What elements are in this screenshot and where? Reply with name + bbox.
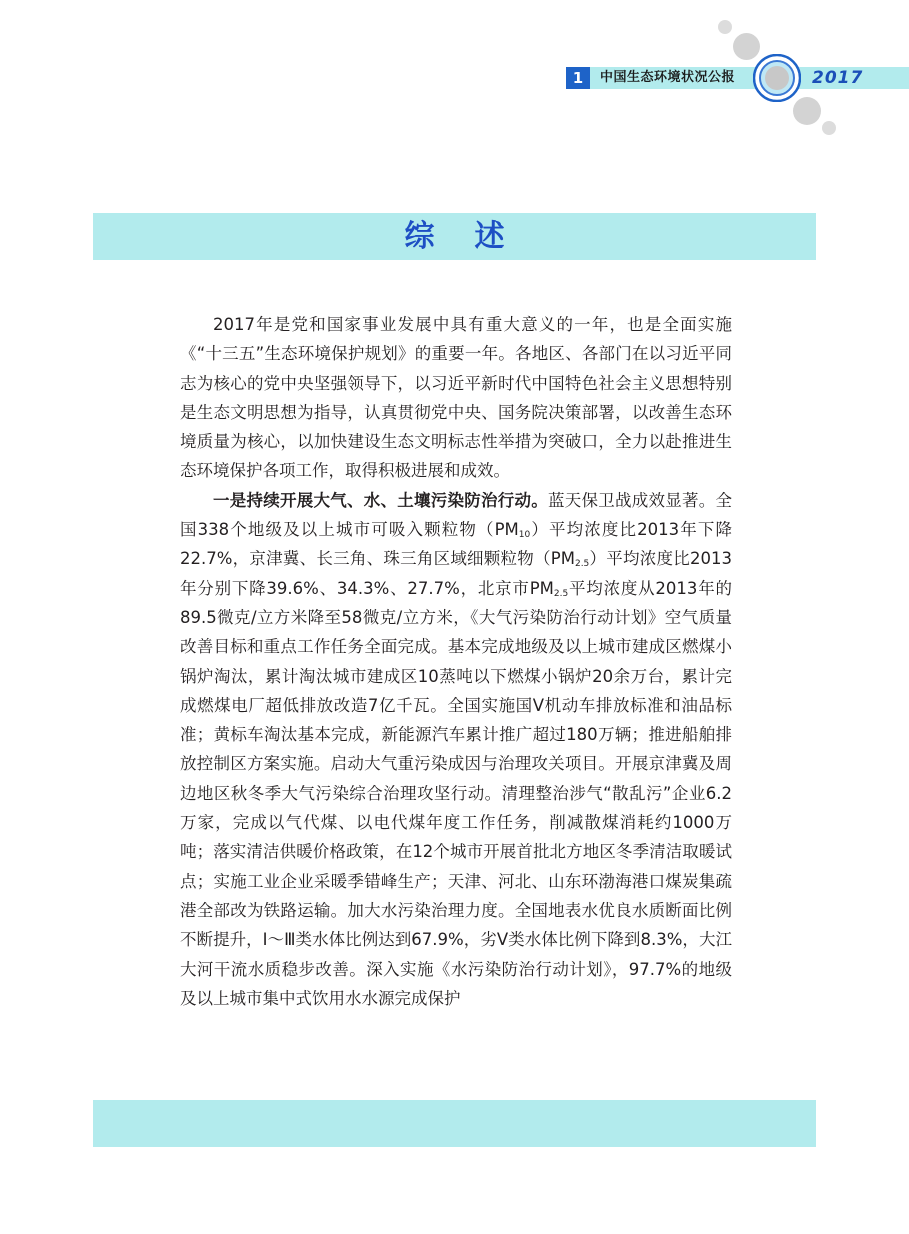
subscript: 2.5 <box>553 588 569 599</box>
paragraph-intro: 2017年是党和国家事业发展中具有重大意义的一年，也是全面实施《“十三五”生态环境保护规划》的重要一年。各地区、各部门在以习近平同志为核心的党中央坚强领导下，以习近平新时代中国特色社会主义思想特别是生态文明思想为指导，认真贯彻党中央、国务院决策部署，以改善生态环境质量为核心，以加快建设生态文明标志性举措为突破口，全力以赴推进生态环境保护各项工作，取得积极进展和成效。 <box>180 315 732 481</box>
footer-band <box>93 1100 816 1147</box>
publication-title: 中国生态环境状况公报 <box>600 70 736 85</box>
paragraph-pollution-control <box>180 486 732 1013</box>
decor-dot-icon <box>718 20 732 34</box>
body-text <box>180 310 732 1013</box>
paragraph-lead: 一是持续开展大气、水、土壤污染防治行动。 <box>213 490 548 510</box>
section-title-band <box>93 213 816 260</box>
paragraph-text: 平均浓度从2013年的89.5微克/立方米降至58微克/立方米，《大气污染防治行动计划》空气质量改善目标和重点工作任务全面完成。基本完成地级及以上城市建成区燃煤小锅炉淘汰，累计淘汰城市建成区10蒸吨以下燃煤小锅炉20余万台，累计完成燃煤电厂超低排放改造7亿千瓦。全国实施国Ⅴ机动车排放标准和油品标准；黄标车淘汰基本完成，新能源汽车累计推广超过180万辆；推进船舶排放控制区方案实施。启动大气重污染成因与治理攻关项目。开展京津冀及周边地区秋冬季大气污染综合治理攻坚行动。清理整治涉气“散乱污”企业6.2万家，完成以气代煤、以电代煤年度工作任务，削减散煤消耗约1000万吨；落实清洁供暖价格政策，在12个城市开展首批北方地区冬季清洁取暖试点；实施工业企业采暖季错峰生产；天津、河北、山东环渤海港口煤炭集疏港全部改为铁路运输。加大水污染治理力度。全国地表水优良水质断面比例不断提升，Ⅰ～Ⅲ类水体比例达到67.9%，劣Ⅴ类水体比例下降到8.3%，大江大河干流水质稳步改善。深入实施《水污染防治行动计划》，97.7%的地级及以上城市集中式饮用水水源完成保护 <box>180 578 732 1008</box>
subscript: 2.5 <box>574 559 590 570</box>
header-year: 2017 <box>812 68 864 88</box>
paragraph-text: ）平均浓度比2013年分别下降39.6%、34.3%、27.7%，北京市PM <box>180 549 732 598</box>
decor-dot-icon <box>822 121 836 135</box>
section-title: 综述 <box>404 219 545 254</box>
page-number: 1 <box>566 67 590 89</box>
paragraph-text: ）平均浓度比2013年下降22.7%，京津冀、长三角、珠三角区域细颗粒物（PM <box>180 520 732 569</box>
subscript: 10 <box>518 530 531 541</box>
paragraph-text: 蓝天保卫战成效显著。全国338个地级及以上城市可吸入颗粒物（PM <box>180 490 732 540</box>
concentric-circle-emblem-icon <box>753 54 801 102</box>
